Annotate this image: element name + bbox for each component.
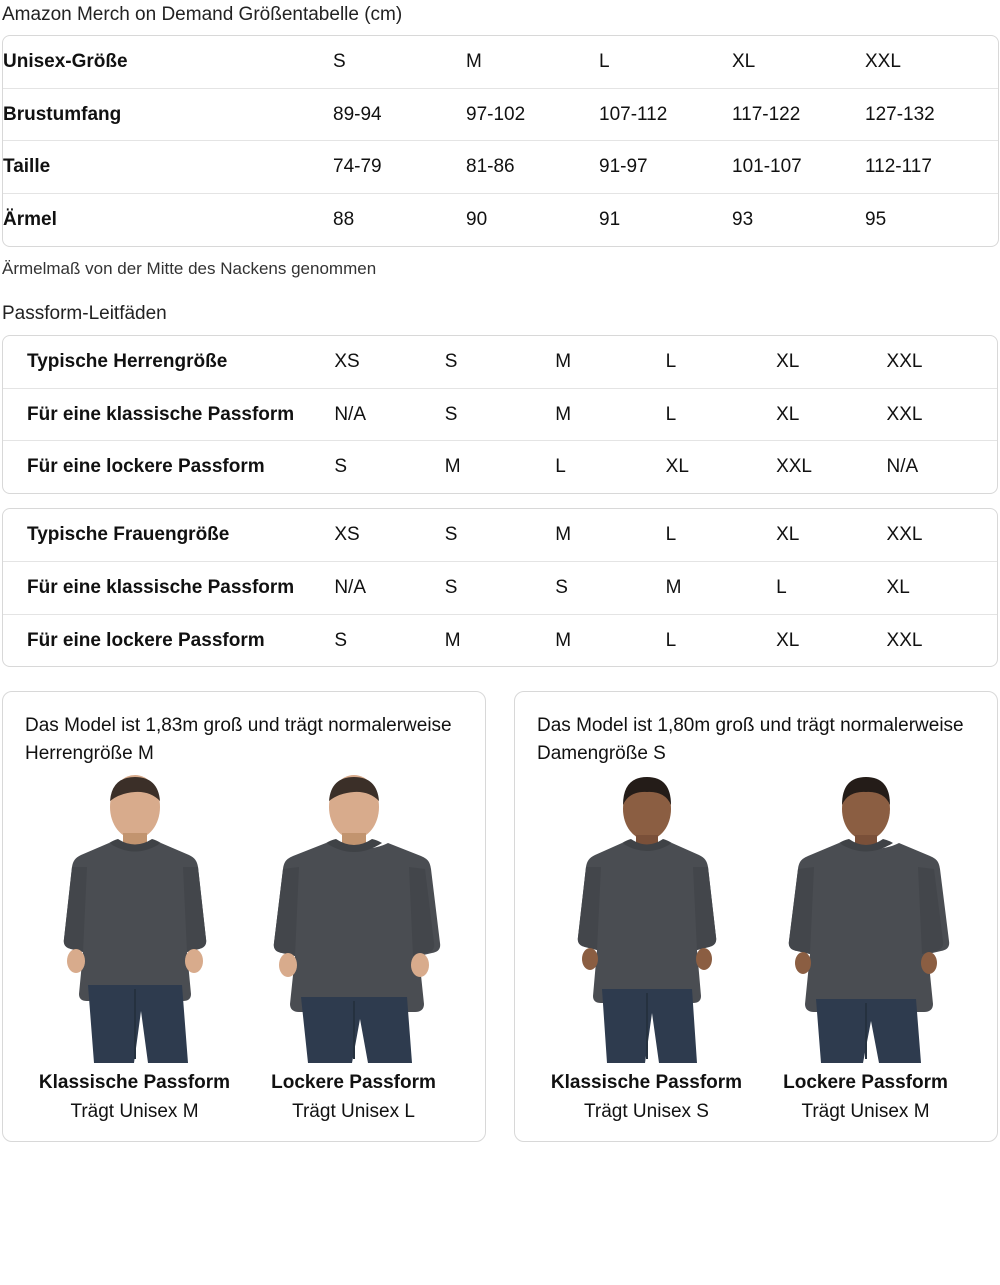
table-row	[3, 441, 997, 493]
card-title: Das Model ist 1,83m groß und trägt normalerweise Herrengröße M	[25, 715, 452, 764]
cell: 74-79	[333, 141, 466, 194]
cell: XL	[776, 336, 886, 389]
cell: XL	[732, 36, 865, 89]
womens-fit-table	[2, 508, 998, 667]
cell: 81-86	[466, 141, 599, 194]
worn-size: Trägt Unisex S	[584, 1101, 709, 1123]
measurement-table	[2, 35, 999, 247]
female-classic-fit-figure	[542, 773, 752, 1063]
male-classic-fit-figure	[30, 773, 240, 1063]
cell: L	[599, 36, 732, 89]
caption-relaxed	[756, 1071, 975, 1126]
cell: XXL	[887, 509, 997, 562]
cell: N/A	[886, 456, 919, 478]
row-label: Für eine lockere Passform	[27, 629, 265, 651]
table-row	[3, 336, 997, 389]
cell: S	[445, 562, 555, 615]
cell: S	[445, 336, 555, 389]
row-label: Für eine klassische Passform	[3, 389, 334, 442]
cell: M	[555, 509, 665, 562]
cell: L	[776, 562, 886, 615]
male-relaxed-fit-figure	[249, 773, 459, 1063]
table-row	[3, 509, 997, 562]
cell: M	[444, 456, 461, 478]
cell: 90	[466, 209, 488, 231]
cell: S	[445, 389, 555, 442]
cell: 91-97	[599, 141, 732, 194]
cell: XXL	[887, 336, 997, 389]
caption-relaxed	[244, 1071, 463, 1126]
cell: L	[666, 389, 776, 442]
model-cards	[2, 691, 998, 1141]
cell: S	[334, 456, 348, 478]
page-title: Amazon Merch on Demand Größentabelle (cm)	[2, 4, 403, 25]
mens-fit-table	[2, 335, 998, 494]
fit-name: Klassische Passform	[550, 1072, 743, 1094]
row-label: Typische Herrengröße	[3, 336, 334, 389]
cell: XL	[776, 509, 886, 562]
cell: 97-102	[466, 89, 599, 142]
cell: M	[666, 562, 776, 615]
cell: XL	[776, 389, 886, 442]
cell: XS	[334, 336, 444, 389]
cell: L	[666, 336, 776, 389]
cell: M	[444, 629, 461, 651]
cell: S	[333, 36, 466, 89]
table-row	[3, 36, 998, 89]
mens-captions	[25, 1071, 463, 1126]
cell: XL	[776, 629, 800, 651]
table-row	[3, 141, 998, 194]
cell: XXL	[776, 456, 812, 478]
cell: 101-107	[732, 141, 865, 194]
model-photos	[537, 773, 975, 1063]
row-label: Typische Frauengröße	[3, 509, 334, 562]
cell: 112-117	[865, 141, 998, 194]
cell: L	[665, 629, 677, 651]
cell: S	[334, 629, 348, 651]
table-spacer	[0, 494, 1000, 508]
male-classic-fit-illustration	[30, 773, 240, 1063]
fit-guides-label: Passform-Leitfäden	[2, 302, 167, 324]
worn-size: Trägt Unisex L	[292, 1101, 415, 1123]
cell: XL	[887, 562, 997, 615]
cell: L	[666, 509, 776, 562]
female-relaxed-fit-figure	[761, 773, 971, 1063]
cell: L	[555, 456, 566, 478]
cell: M	[466, 36, 599, 89]
row-label: Ärmel	[3, 209, 57, 231]
female-classic-fit-illustration	[542, 773, 752, 1063]
cell: M	[555, 389, 665, 442]
female-relaxed-fit-illustration	[761, 773, 971, 1063]
cell: 93	[732, 209, 754, 231]
cell: XXL	[865, 36, 998, 89]
model-photos	[25, 773, 463, 1063]
table-row	[3, 615, 997, 667]
cell: N/A	[334, 389, 444, 442]
table-row	[3, 562, 997, 615]
row-label: Taille	[3, 141, 333, 194]
cell: 91	[599, 209, 621, 231]
caption-classic	[25, 1071, 244, 1126]
womens-model-card	[514, 691, 998, 1141]
cell: XL	[665, 456, 689, 478]
row-label: Für eine klassische Passform	[3, 562, 334, 615]
caption-classic	[537, 1071, 756, 1126]
table-row	[3, 89, 998, 142]
cell: 95	[865, 209, 887, 231]
cell: 88	[333, 209, 355, 231]
cell: M	[555, 629, 572, 651]
cell: M	[555, 336, 665, 389]
fit-name: Lockere Passform	[271, 1072, 436, 1094]
table-row	[3, 194, 998, 246]
mens-model-card	[2, 691, 486, 1141]
cell: XXL	[886, 629, 923, 651]
cell: 89-94	[333, 89, 466, 142]
row-label: Für eine lockere Passform	[27, 456, 265, 478]
worn-size: Trägt Unisex M	[801, 1101, 930, 1123]
womens-captions	[537, 1071, 975, 1126]
fit-name: Lockere Passform	[783, 1072, 948, 1094]
male-relaxed-fit-illustration	[249, 773, 459, 1063]
cell: 107-112	[599, 89, 732, 142]
cell: S	[555, 562, 665, 615]
sleeve-note: Ärmelmaß von der Mitte des Nackens genommen	[2, 258, 377, 278]
row-label: Brustumfang	[3, 89, 333, 142]
cell: XS	[334, 509, 444, 562]
cell: S	[445, 509, 555, 562]
table-row	[3, 389, 997, 442]
cell: 117-122	[732, 89, 865, 142]
row-label: Unisex-Größe	[3, 36, 333, 89]
fit-name: Klassische Passform	[38, 1072, 231, 1094]
cell: XXL	[887, 389, 997, 442]
card-title: Das Model ist 1,80m groß und trägt normalerweise Damengröße S	[537, 715, 964, 764]
cell: N/A	[334, 562, 444, 615]
worn-size: Trägt Unisex M	[70, 1101, 199, 1123]
cell: 127-132	[865, 89, 998, 142]
